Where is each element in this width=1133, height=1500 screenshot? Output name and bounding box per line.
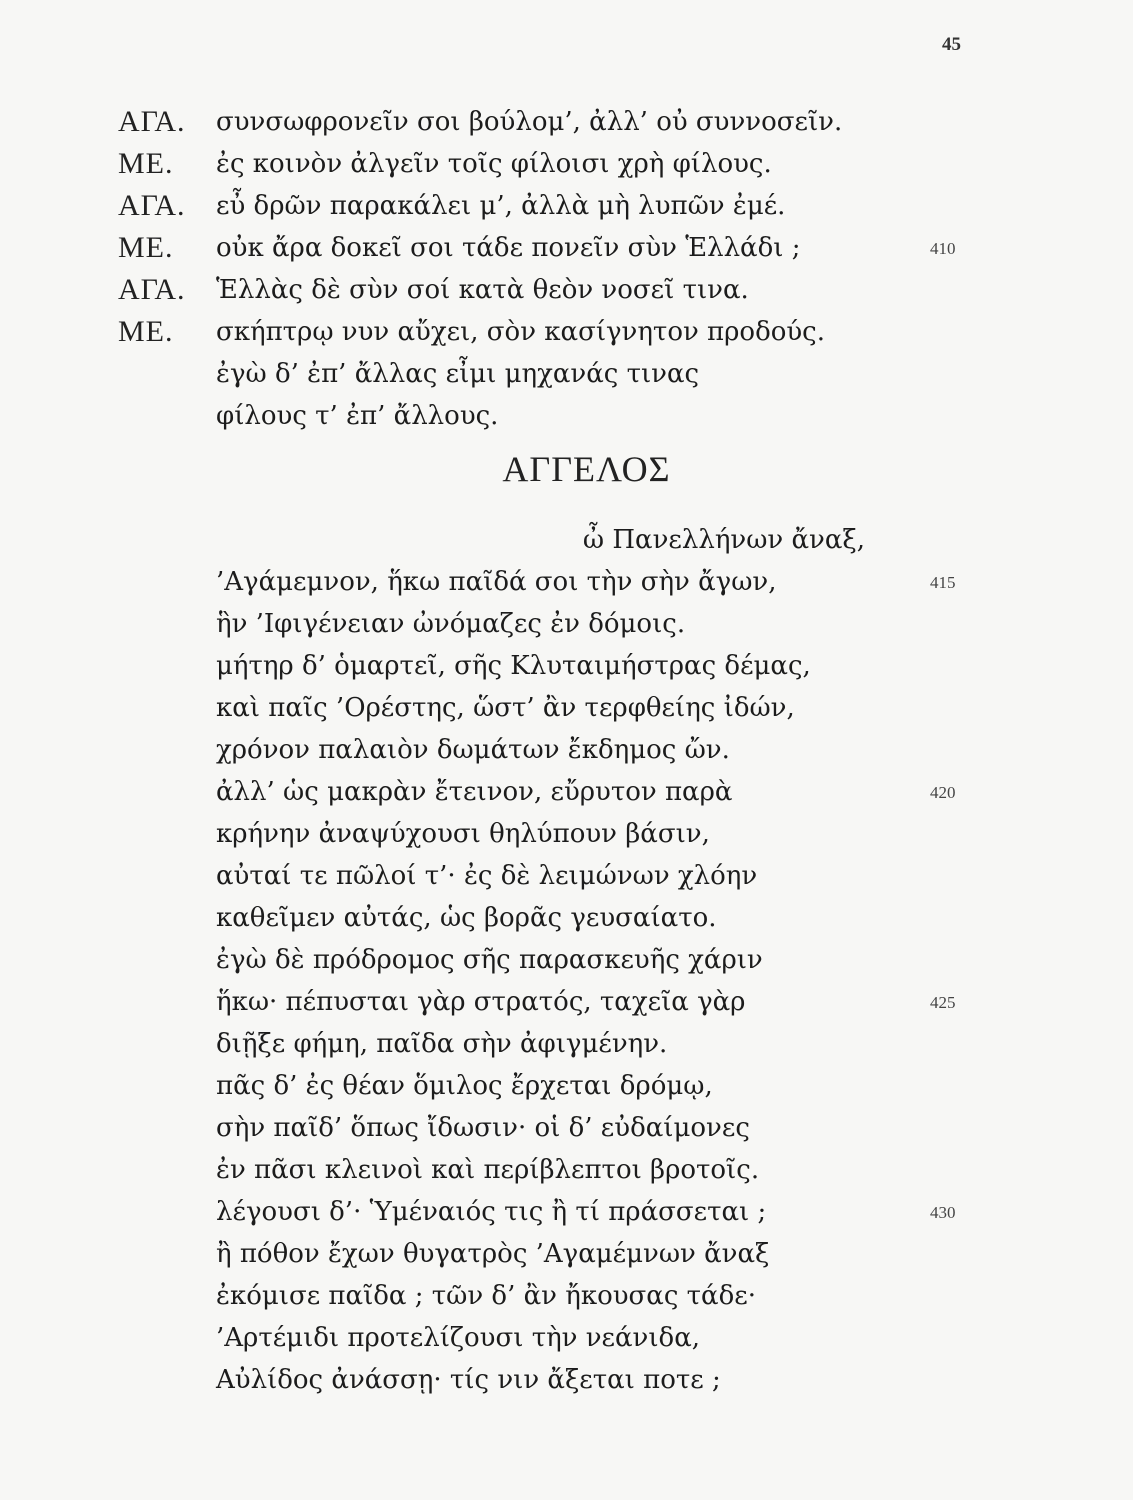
verse-line xyxy=(0,1066,1133,1106)
verse-text: οὐκ ἄρα δοκεῖ σοι τάδε πονεῖν σὺν Ἑλλάδι ; xyxy=(216,233,801,263)
verse-line xyxy=(0,1318,1133,1358)
verse-line xyxy=(0,688,1133,728)
verse-text: φίλους τ’ ἐπ’ ἄλλους. xyxy=(216,401,499,431)
line-number: 430 xyxy=(930,1203,956,1222)
line-number: 410 xyxy=(930,239,956,258)
verse-text: ἐς κοινὸν ἀλγεῖν τοῖς φίλοισι χρὴ φίλους. xyxy=(216,149,772,179)
verse-text: χρόνον παλαιὸν δωμάτων ἔκδημος ὤν. xyxy=(216,735,730,765)
dialogue-line xyxy=(0,396,1133,436)
verse-text: πᾶς δ’ ἐς θέαν ὅμιλος ἔρχεται δρόμῳ, xyxy=(216,1071,713,1101)
verse-line xyxy=(0,1234,1133,1274)
verse-text: ἢ πόθον ἔχων θυγατρὸς ’Αγαμέμνων ἄναξ xyxy=(216,1239,770,1269)
speaker-label: ΑΓΑ. xyxy=(118,189,186,222)
heading-text: ΑΓΓΕΛΟΣ xyxy=(502,449,671,489)
speaker-label: ΑΓΑ. xyxy=(118,273,186,306)
verse-text: λέγουσι δ’· Ὑμέναιός τις ἢ τί πράσσεται ; xyxy=(216,1197,767,1227)
dialogue-line xyxy=(0,186,1133,226)
verse-text: Ἑλλὰς δὲ σὺν σοί κατὰ θεὸν νοσεῖ τινα. xyxy=(216,275,749,305)
verse-text: εὖ δρῶν παρακάλει μ’, ἀλλὰ μὴ λυπῶν ἐμέ. xyxy=(216,191,786,221)
dialogue-line xyxy=(0,228,1133,268)
line-number: 415 xyxy=(930,573,956,592)
verse-text: καθεῖμεν αὐτάς, ὡς βορᾶς γευσαίατο. xyxy=(216,903,717,933)
dialogue-line xyxy=(0,270,1133,310)
speaker-label: ΑΓΑ. xyxy=(118,105,186,138)
verse-text: ’Αγάμεμνον, ἥκω παῖδά σοι τὴν σὴν ἄγων, xyxy=(216,567,777,597)
verse-line xyxy=(0,814,1133,854)
dialogue-line xyxy=(0,354,1133,394)
speaker-label: ΜΕ. xyxy=(118,147,174,180)
verse-text: ἐγὼ δ’ ἐπ’ ἄλλας εἶμι μηχανάς τινας xyxy=(216,359,700,389)
verse-line xyxy=(0,1360,1133,1400)
verse-text: σκήπτρῳ νυν αὔχει, σὸν κασίγνητον προδούς. xyxy=(216,317,826,347)
verse-text: ἥκω· πέπυσται γὰρ στρατός, ταχεῖα γὰρ xyxy=(216,987,746,1017)
verse-text: ἐγὼ δὲ πρόδρομος σῆς παρασκευῆς χάριν xyxy=(216,945,763,975)
page-number: 45 xyxy=(942,34,961,55)
verse-text: ἐν πᾶσι κλεινοὶ καὶ περίβλεπτοι βροτοῖς. xyxy=(216,1155,760,1185)
verse-line xyxy=(0,520,1133,560)
character-heading xyxy=(0,448,1133,490)
verse-text: σὴν παῖδ’ ὅπως ἴδωσιν· οἱ δ’ εὐδαίμονες xyxy=(216,1113,750,1143)
dialogue-line xyxy=(0,144,1133,184)
verse-line xyxy=(0,1024,1133,1064)
verse-line xyxy=(0,772,1133,812)
verse-text: ἐκόμισε παῖδα ; τῶν δ’ ἂν ἤκουσας τάδε· xyxy=(216,1281,756,1311)
verse-line xyxy=(0,1150,1133,1190)
verse-line xyxy=(0,562,1133,602)
verse-text: συνσωφρονεῖν σοι βούλομ’, ἀλλ’ οὐ συννοσεῖν. xyxy=(216,107,843,137)
speaker-label: ΜΕ. xyxy=(118,315,174,348)
verse-text: κρήνην ἀναψύχουσι θηλύπουν βάσιν, xyxy=(216,819,710,849)
verse-line xyxy=(0,940,1133,980)
verse-text: ἣν ’Ιφιγένειαν ὠνόμαζες ἐν δόμοις. xyxy=(216,609,686,639)
verse-line xyxy=(0,898,1133,938)
verse-line xyxy=(0,856,1133,896)
verse-text: καὶ παῖς ’Ορέστης, ὥστ’ ἂν τερφθείης ἰδών, xyxy=(216,693,795,723)
verse-line xyxy=(0,982,1133,1022)
line-number: 425 xyxy=(930,993,956,1012)
verse-line xyxy=(0,1108,1133,1148)
verse-text: διῇξε φήμη, παῖδα σὴν ἀφιγμένην. xyxy=(216,1029,668,1059)
verse-line xyxy=(0,646,1133,686)
verse-text: ὦ Πανελλήνων ἄναξ, xyxy=(582,525,865,555)
verse-line xyxy=(0,1192,1133,1232)
verse-text: ’Αρτέμιδι προτελίζουσι τὴν νεάνιδα, xyxy=(216,1323,701,1353)
verse-text: Αὐλίδος ἀνάσσῃ· τίς νιν ἄξεται ποτε ; xyxy=(216,1365,721,1395)
line-number: 420 xyxy=(930,783,956,802)
dialogue-line xyxy=(0,102,1133,142)
verse-text: ἀλλ’ ὡς μακρὰν ἔτεινον, εὔρυτον παρὰ xyxy=(216,777,733,807)
verse-text: αὐταί τε πῶλοί τ’· ἐς δὲ λειμώνων χλόην xyxy=(216,861,758,891)
verse-line xyxy=(0,1276,1133,1316)
verse-line xyxy=(0,604,1133,644)
speaker-label: ΜΕ. xyxy=(118,231,174,264)
dialogue-line xyxy=(0,312,1133,352)
verse-text: μήτηρ δ’ ὁμαρτεῖ, σῆς Κλυταιμήστρας δέμας, xyxy=(216,651,811,681)
verse-line xyxy=(0,730,1133,770)
